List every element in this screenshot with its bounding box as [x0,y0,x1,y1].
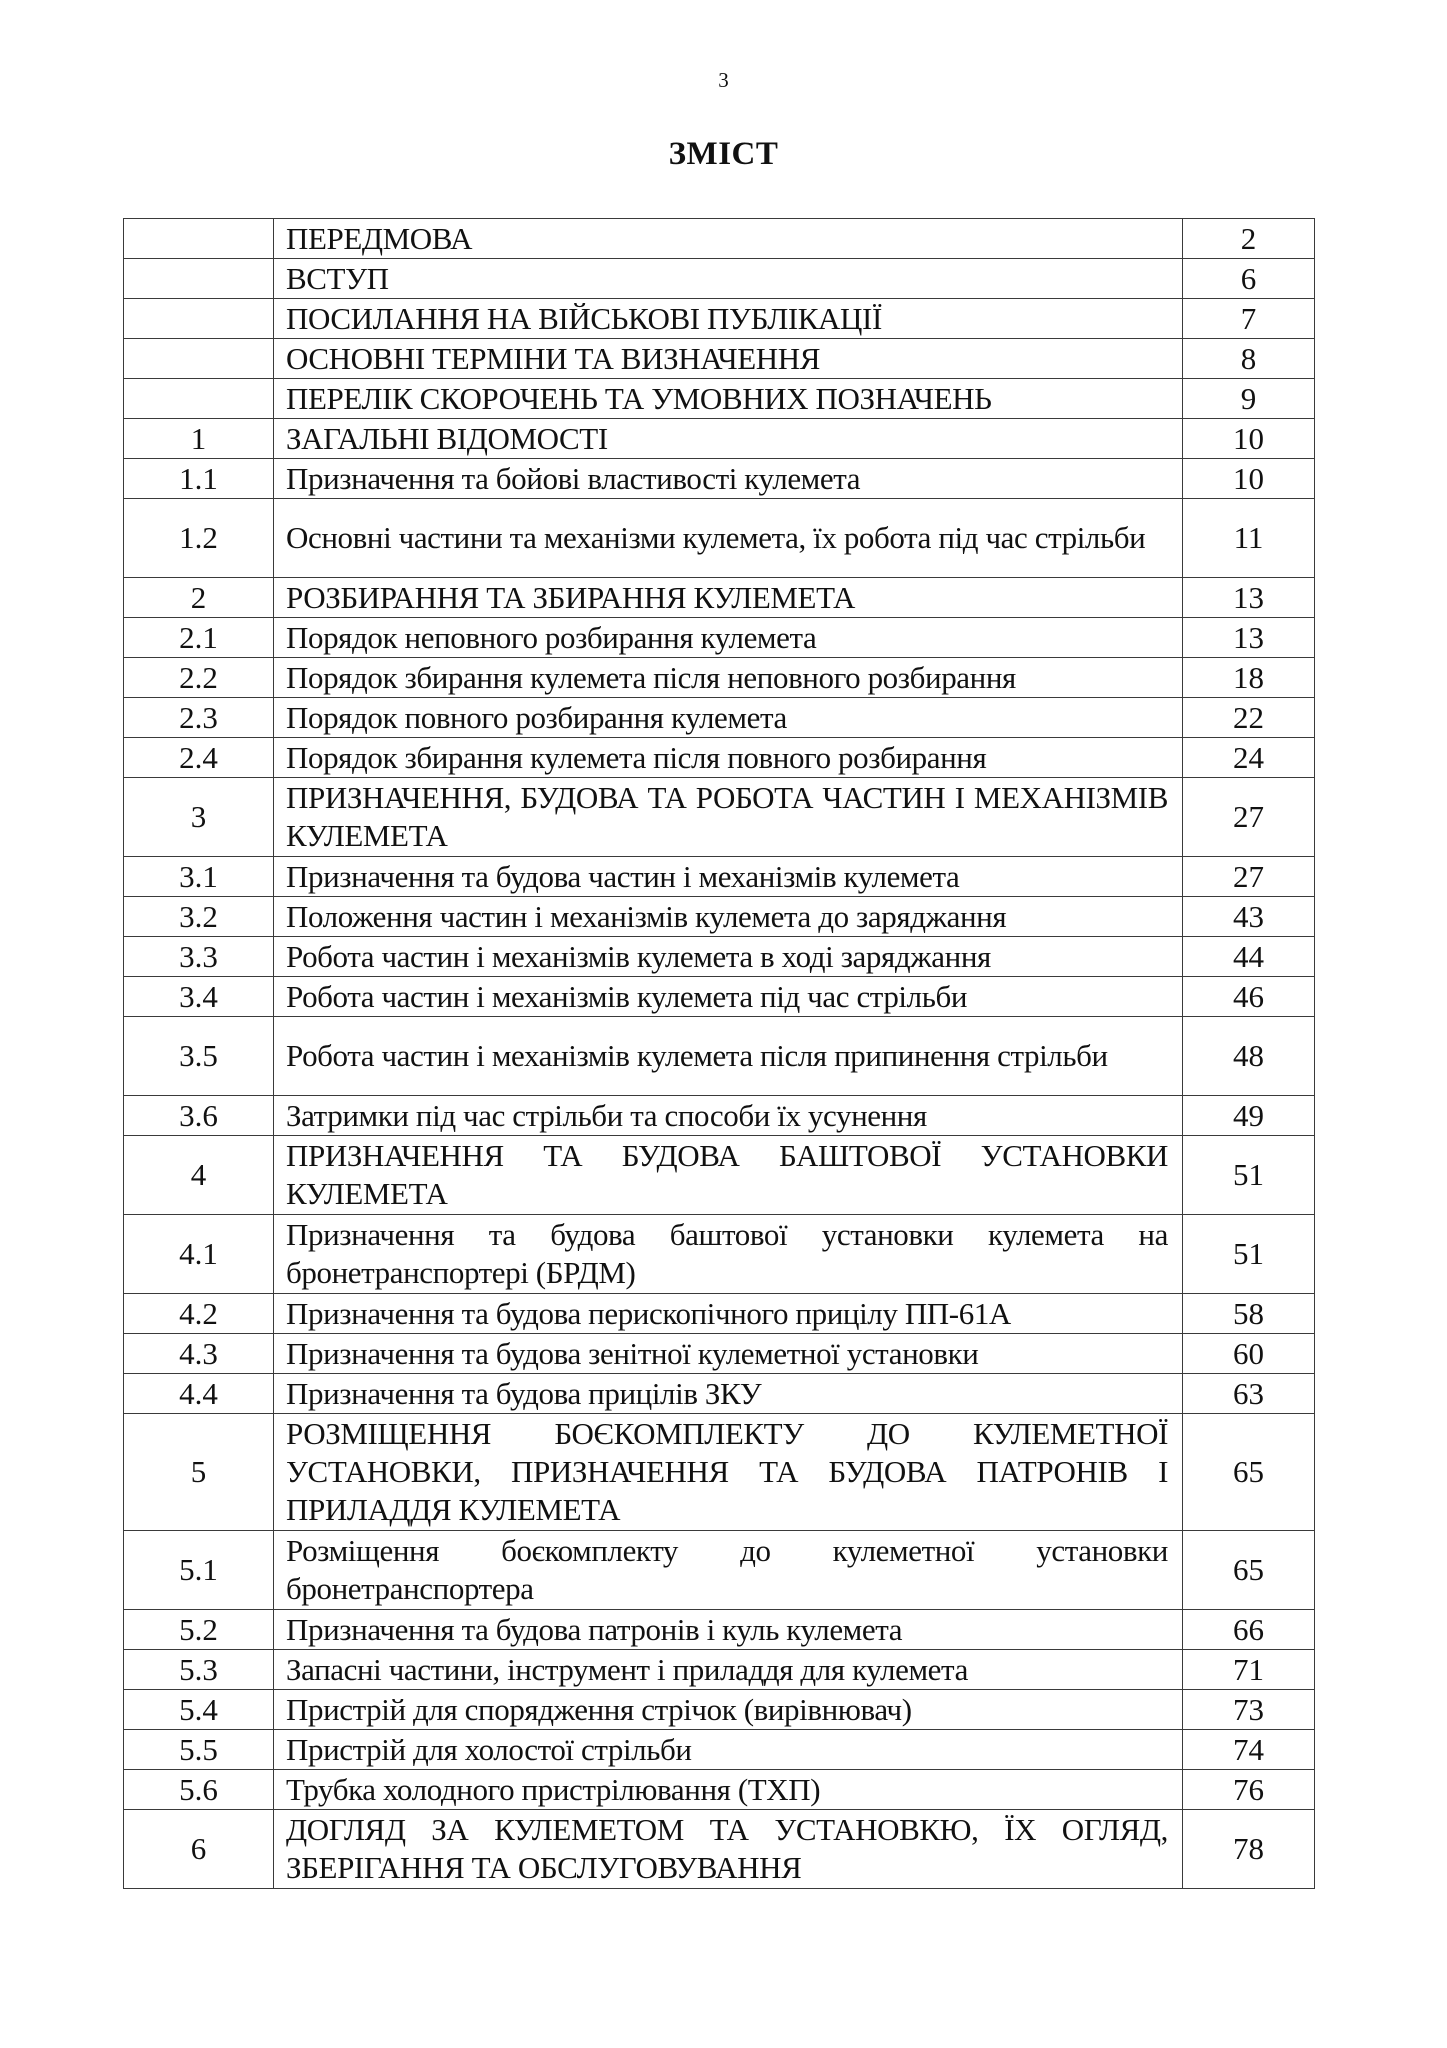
toc-page-number: 8 [1183,339,1315,379]
toc-section-title: Порядок повного розбирання кулемета [274,698,1183,738]
toc-page-number: 65 [1183,1531,1315,1610]
toc-page-number: 11 [1183,499,1315,578]
toc-section-number: 4.2 [124,1294,274,1334]
toc-section-title: Робота частин і механізмів кулемета під час стрільби [274,977,1183,1017]
toc-section-title: Основні частини та механізми кулемета, їх робота під час стрільби [274,499,1183,578]
toc-section-title: Призначення та будова частин і механізмів кулемета [274,857,1183,897]
toc-section-title: Призначення та будова перископічного прицілу ПП-61А [274,1294,1183,1334]
toc-row [124,1136,1315,1215]
toc-section-number: 3.5 [124,1017,274,1096]
toc-page-number: 48 [1183,1017,1315,1096]
toc-row [124,977,1315,1017]
toc-page-number: 27 [1183,778,1315,857]
page-number: 3 [718,68,729,92]
table-of-contents [123,218,1315,1889]
toc-section-number [124,299,274,339]
toc-row [124,1610,1315,1650]
toc-section-number: 5.1 [124,1531,274,1610]
toc-row [124,1334,1315,1374]
toc-section-title: Призначення та бойові властивості кулемета [274,459,1183,499]
toc-row [124,578,1315,618]
toc-section-number: 3.1 [124,857,274,897]
toc-section-number: 5.4 [124,1690,274,1730]
toc-page-number: 71 [1183,1650,1315,1690]
toc-body [124,219,1315,1889]
toc-section-title: ПЕРЕЛІК СКОРОЧЕНЬ ТА УМОВНИХ ПОЗНАЧЕНЬ [274,379,1183,419]
toc-section-number: 4.1 [124,1215,274,1294]
toc-section-title: ОСНОВНІ ТЕРМІНИ ТА ВИЗНАЧЕННЯ [274,339,1183,379]
toc-row [124,1374,1315,1414]
page-title: ЗМІСТ [668,136,779,172]
toc-section-title: Затримки під час стрільби та способи їх усунення [274,1096,1183,1136]
toc-section-title: Робота частин і механізмів кулемета після припинення стрільби [274,1017,1183,1096]
toc-section-number: 2.3 [124,698,274,738]
toc-row [124,459,1315,499]
toc-section-number: 2.2 [124,658,274,698]
toc-page-number: 2 [1183,219,1315,259]
toc-row [124,1770,1315,1810]
toc-row [124,499,1315,578]
toc-section-title: Порядок неповного розбирання кулемета [274,618,1183,658]
toc-row [124,897,1315,937]
toc-section-number: 4.4 [124,1374,274,1414]
toc-page-number: 60 [1183,1334,1315,1374]
toc-section-number: 5 [124,1414,274,1531]
toc-section-title: Призначення та будова баштової установки кулемета на бронетранспортері (БРДМ) [274,1215,1183,1294]
toc-page-number: 13 [1183,618,1315,658]
toc-section-number [124,339,274,379]
toc-section-title: Призначення та будова прицілів ЗКУ [274,1374,1183,1414]
toc-page-number: 10 [1183,419,1315,459]
toc-section-title: Порядок збирання кулемета після повного розбирання [274,738,1183,778]
toc-section-title: Призначення та будова зенітної кулеметної установки [274,1334,1183,1374]
toc-row [124,339,1315,379]
toc-page-number: 13 [1183,578,1315,618]
toc-section-title: Робота частин і механізмів кулемета в ході заряджання [274,937,1183,977]
toc-row [124,1650,1315,1690]
toc-section-number: 1.1 [124,459,274,499]
toc-row [124,1294,1315,1334]
toc-row [124,698,1315,738]
toc-page-number: 73 [1183,1690,1315,1730]
toc-section-number [124,259,274,299]
toc-section-title: ВСТУП [274,259,1183,299]
toc-section-number: 3 [124,778,274,857]
toc-section-title: ПОСИЛАННЯ НА ВІЙСЬКОВІ ПУБЛІКАЦІЇ [274,299,1183,339]
toc-row [124,299,1315,339]
toc-row [124,1017,1315,1096]
toc-section-title: Запасні частини, інструмент і приладдя для кулемета [274,1650,1183,1690]
toc-section-number: 3.4 [124,977,274,1017]
toc-row [124,1690,1315,1730]
toc-section-number: 3.2 [124,897,274,937]
toc-row [124,658,1315,698]
toc-section-number [124,219,274,259]
toc-section-number: 5.2 [124,1610,274,1650]
toc-section-number: 4.3 [124,1334,274,1374]
toc-section-number: 2 [124,578,274,618]
toc-row [124,379,1315,419]
toc-section-title: ЗАГАЛЬНІ ВІДОМОСТІ [274,419,1183,459]
toc-section-number: 2.1 [124,618,274,658]
toc-section-title: Пристрій для спорядження стрічок (вирівнювач) [274,1690,1183,1730]
toc-section-title: Положення частин і механізмів кулемета до заряджання [274,897,1183,937]
toc-page-number: 9 [1183,379,1315,419]
toc-page-number: 10 [1183,459,1315,499]
toc-section-number: 6 [124,1810,274,1889]
toc-row [124,1531,1315,1610]
toc-page-number: 27 [1183,857,1315,897]
toc-section-title: РОЗБИРАННЯ ТА ЗБИРАННЯ КУЛЕМЕТА [274,578,1183,618]
toc-section-title: Трубка холодного пристрілювання (ТХП) [274,1770,1183,1810]
toc-row [124,778,1315,857]
toc-page-number: 46 [1183,977,1315,1017]
toc-section-title: ПРИЗНАЧЕННЯ ТА БУДОВА БАШТОВОЇ УСТАНОВКИ КУЛЕМЕТА [274,1136,1183,1215]
toc-section-title: ДОГЛЯД ЗА КУЛЕМЕТОМ ТА УСТАНОВКЮ, ЇХ ОГЛЯД, ЗБЕРІГАННЯ ТА ОБСЛУГОВУВАННЯ [274,1810,1183,1889]
toc-row [124,1096,1315,1136]
toc-section-title: Порядок збирання кулемета після неповного розбирання [274,658,1183,698]
toc-page-number: 24 [1183,738,1315,778]
toc-section-title: Призначення та будова патронів і куль кулемета [274,1610,1183,1650]
toc-section-title: РОЗМІЩЕННЯ БОЄКОМПЛЕКТУ ДО КУЛЕМЕТНОЇ УСТАНОВКИ, ПРИЗНАЧЕННЯ ТА БУДОВА ПАТРОНІВ І ПРИЛАДДЯ КУЛЕМЕТА [274,1414,1183,1531]
toc-row [124,1215,1315,1294]
toc-page-number: 22 [1183,698,1315,738]
toc-row [124,1414,1315,1531]
toc-page-number: 58 [1183,1294,1315,1334]
toc-page-number: 43 [1183,897,1315,937]
toc-page-number: 74 [1183,1730,1315,1770]
toc-section-number: 3.3 [124,937,274,977]
toc-page-number: 63 [1183,1374,1315,1414]
toc-page-number: 18 [1183,658,1315,698]
toc-row [124,259,1315,299]
toc-section-title: ПРИЗНАЧЕННЯ, БУДОВА ТА РОБОТА ЧАСТИН І МЕХАНІЗМІВ КУЛЕМЕТА [274,778,1183,857]
toc-page-number: 44 [1183,937,1315,977]
toc-row [124,738,1315,778]
toc-section-number: 3.6 [124,1096,274,1136]
toc-row [124,937,1315,977]
toc-page-number: 49 [1183,1096,1315,1136]
toc-section-number: 5.3 [124,1650,274,1690]
toc-page-number: 51 [1183,1136,1315,1215]
toc-section-number: 2.4 [124,738,274,778]
toc-page-number: 78 [1183,1810,1315,1889]
toc-row [124,618,1315,658]
toc-page-number: 65 [1183,1414,1315,1531]
toc-section-title: Розміщення боєкомплекту до кулеметної установки бронетранспортера [274,1531,1183,1610]
toc-section-number: 1 [124,419,274,459]
toc-section-title: Пристрій для холостої стрільби [274,1730,1183,1770]
toc-section-number: 5.5 [124,1730,274,1770]
toc-section-number: 1.2 [124,499,274,578]
toc-row [124,857,1315,897]
toc-page-number: 7 [1183,299,1315,339]
toc-page-number: 76 [1183,1770,1315,1810]
toc-page-number: 51 [1183,1215,1315,1294]
toc-section-title: ПЕРЕДМОВА [274,219,1183,259]
toc-section-number [124,379,274,419]
toc-section-number: 5.6 [124,1770,274,1810]
toc-row [124,419,1315,459]
toc-row [124,1730,1315,1770]
toc-page-number: 6 [1183,259,1315,299]
toc-row [124,219,1315,259]
toc-page-number: 66 [1183,1610,1315,1650]
toc-section-number: 4 [124,1136,274,1215]
toc-row [124,1810,1315,1889]
